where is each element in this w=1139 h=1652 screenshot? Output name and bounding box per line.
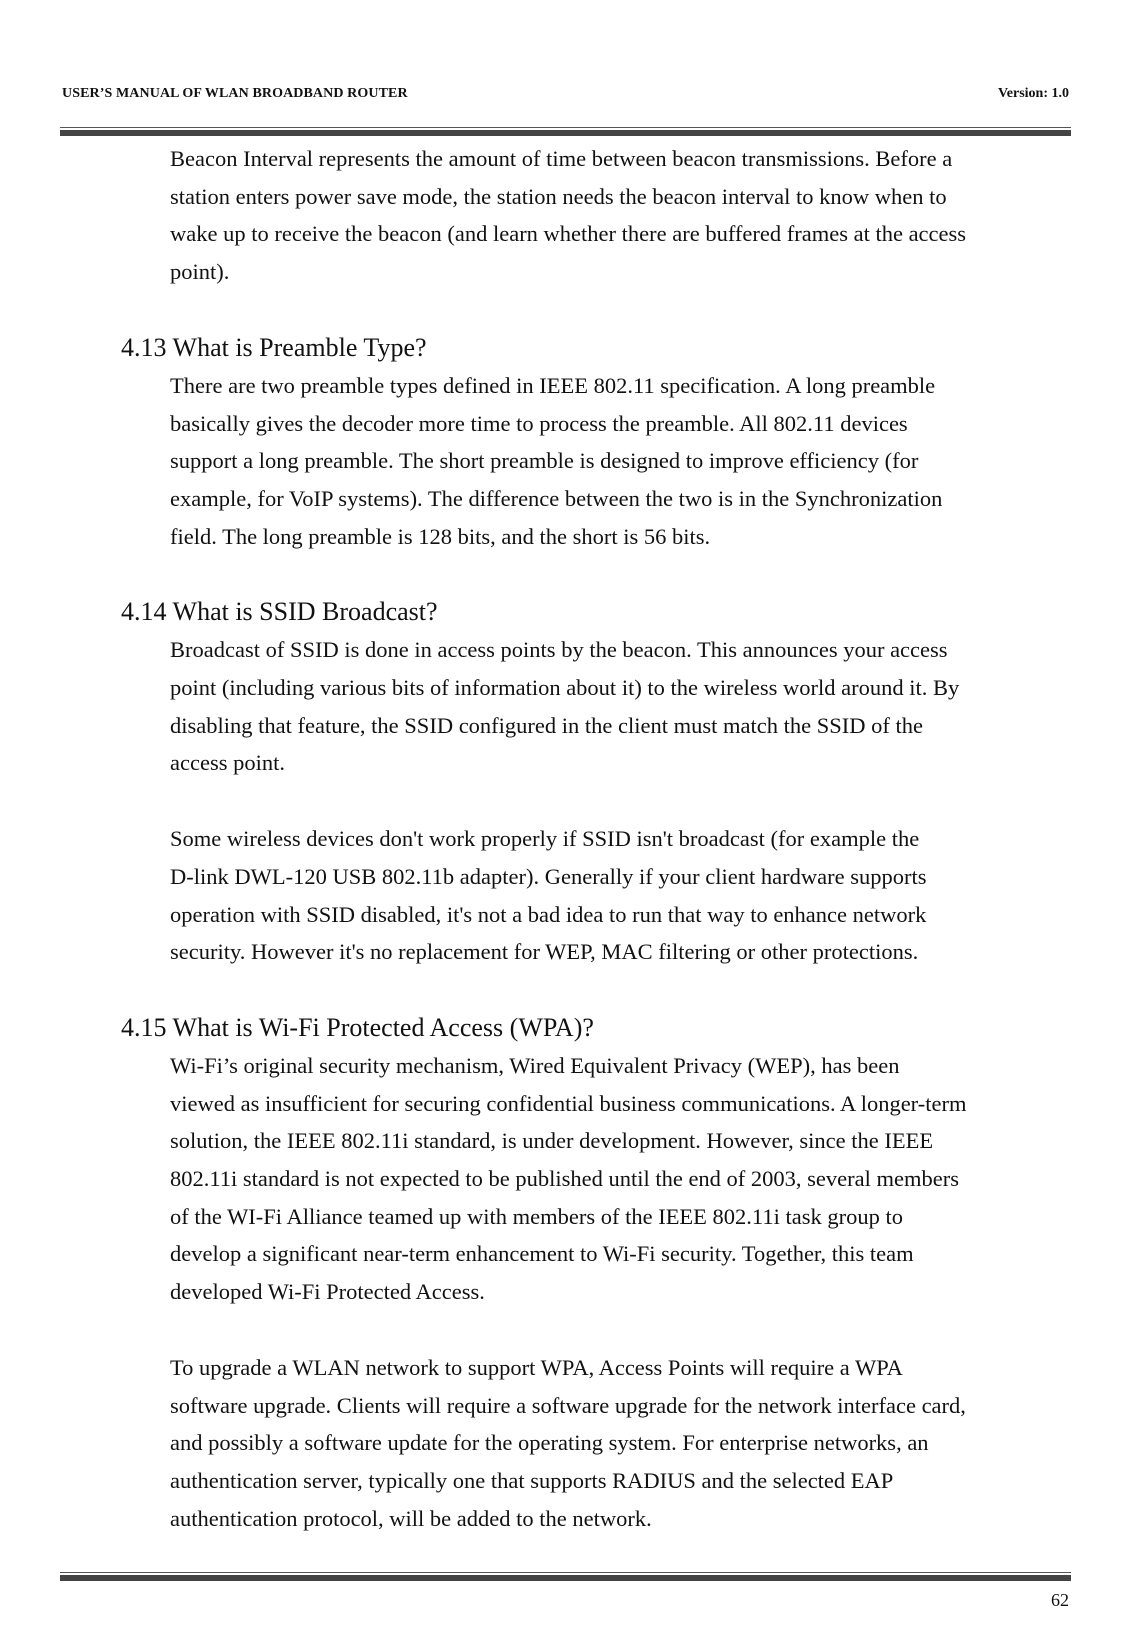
text-line: point).	[170, 259, 230, 285]
text-line: D-link DWL-120 USB 802.11b adapter). Generally if your client hardware supports	[170, 863, 927, 889]
text-line: operation with SSID disabled, it's not a bad idea to run that way to enhance network	[170, 901, 927, 927]
section-paragraph	[170, 1047, 1070, 1311]
text-line: 802.11i standard is not expected to be published until the end of 2003, several members	[170, 1166, 959, 1192]
intro-paragraph	[170, 140, 1070, 291]
section-paragraph	[170, 631, 1070, 782]
text-line: developed Wi-Fi Protected Access.	[170, 1279, 485, 1305]
text-line: and possibly a software update for the operating system. For enterprise networks, an	[170, 1430, 929, 1456]
text-line: Some wireless devices don't work properly if SSID isn't broadcast (for example the	[170, 826, 920, 852]
text-line: access point.	[170, 750, 285, 776]
text-line: point (including various bits of information about it) to the wireless world around it. By	[170, 675, 960, 701]
text-line: of the WI-Fi Alliance teamed up with members of the IEEE 802.11i task group to	[170, 1203, 903, 1229]
section-paragraph	[170, 367, 1070, 556]
text-line: develop a significant near-term enhancement to Wi-Fi security. Together, this team	[170, 1241, 914, 1267]
text-line: example, for VoIP systems). The difference between the two is in the Synchronization	[170, 485, 943, 511]
text-line: wake up to receive the beacon (and learn whether there are buffered frames at the access	[170, 221, 967, 247]
text-line: Beacon Interval represents the amount of time between beacon transmissions. Before a	[170, 146, 953, 171]
text-line: station enters power save mode, the station needs the beacon interval to know when to	[170, 183, 947, 209]
text-line: field. The long preamble is 128 bits, and the short is 56 bits.	[170, 523, 711, 549]
text-line: disabling that feature, the SSID configured in the client must match the SSID of the	[170, 712, 923, 738]
header-divider	[60, 127, 1071, 136]
page-number: 62	[1051, 1590, 1069, 1610]
page-body	[0, 140, 1139, 1537]
footer-divider	[60, 1572, 1071, 1581]
text-line: solution, the IEEE 802.11i standard, is under development. However, since the IEEE	[170, 1128, 934, 1154]
text-line: There are two preamble types defined in IEEE 802.11 specification. A long preamble	[170, 372, 936, 398]
text-line: basically gives the decoder more time to process the preamble. All 802.11 devices	[170, 410, 908, 436]
text-line: Broadcast of SSID is done in access points by the beacon. This announces your access	[170, 637, 948, 663]
text-line: support a long preamble. The short preamble is designed to improve efficiency (for	[170, 448, 919, 474]
section-heading-4-15: 4.15 What is Wi-Fi Protected Access (WPA)?	[121, 1012, 594, 1042]
text-line: authentication server, typically one that supports RADIUS and the selected EAP	[170, 1467, 894, 1493]
text-line: To upgrade a WLAN network to support WPA, Access Points will require a WPA	[170, 1354, 903, 1380]
header-title: USER’S MANUAL OF WLAN BROADBAND ROUTER	[62, 86, 408, 101]
text-line: Wi-Fi’s original security mechanism, Wired Equivalent Privacy (WEP), has been	[170, 1052, 900, 1078]
text-line: authentication protocol, will be added to the network.	[170, 1505, 652, 1531]
section-paragraph	[170, 820, 1070, 971]
text-line: viewed as insufficient for securing confidential business communications. A longer-term	[170, 1090, 967, 1116]
section-heading-4-13: 4.13 What is Preamble Type?	[121, 332, 427, 362]
header-version: Version: 1.0	[997, 86, 1069, 101]
text-line: software upgrade. Clients will require a software upgrade for the network interface card,	[170, 1392, 966, 1418]
text-line: security. However it's no replacement for WEP, MAC filtering or other protections.	[170, 939, 919, 965]
section-heading-4-14: 4.14 What is SSID Broadcast?	[121, 597, 438, 627]
section-paragraph	[170, 1349, 1070, 1538]
